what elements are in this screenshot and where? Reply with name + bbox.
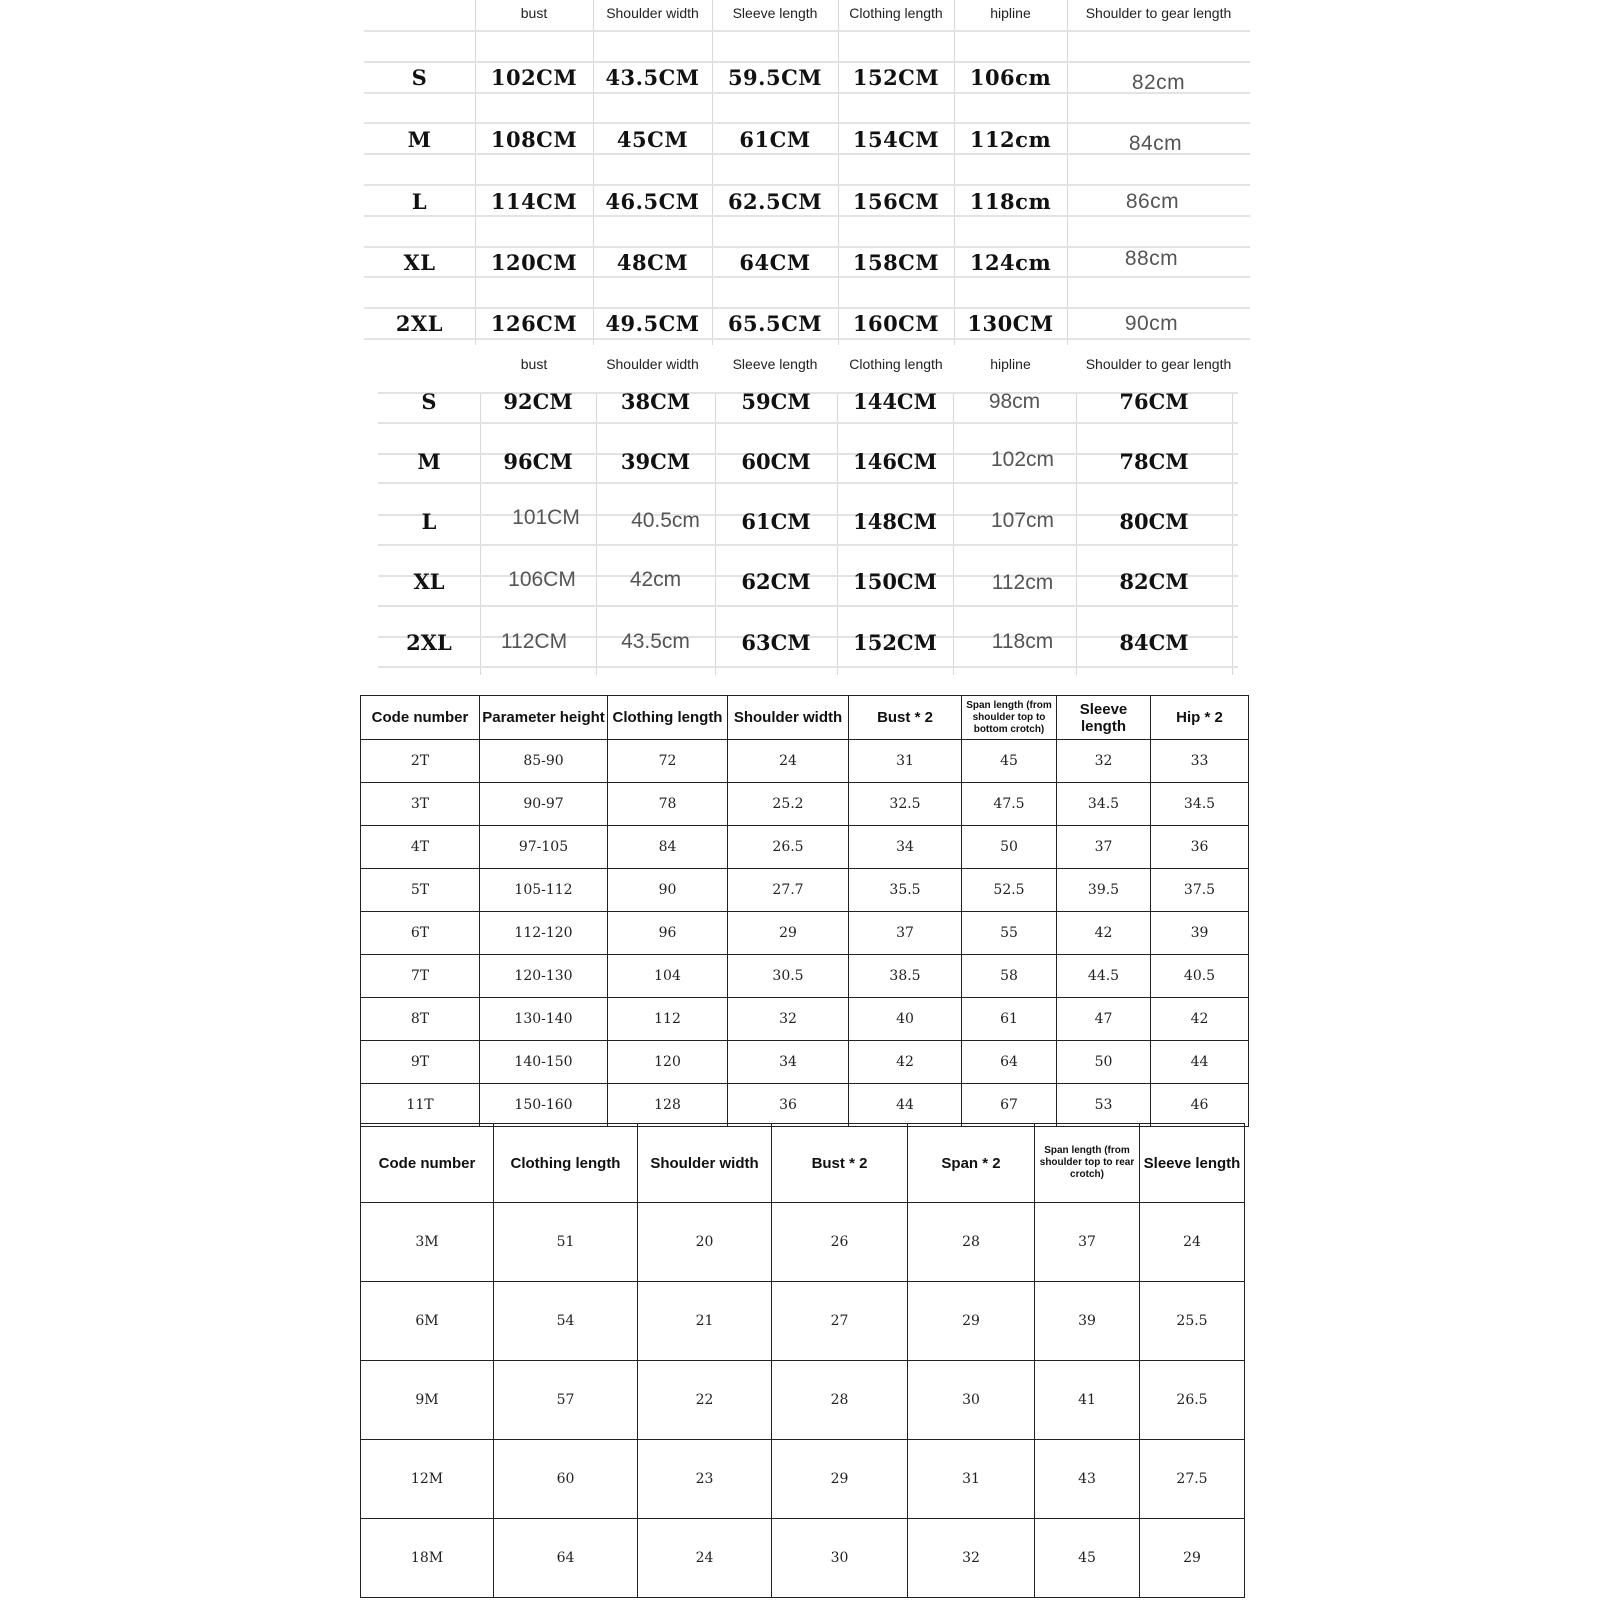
table-cell: 32.5 bbox=[849, 783, 962, 826]
table-cell: 61 bbox=[962, 998, 1057, 1041]
table-cell: 98cm bbox=[988, 390, 1041, 413]
table-cell: 38CM bbox=[620, 389, 691, 414]
table-cell: 84cm bbox=[1128, 132, 1183, 155]
table-cell: 27.7 bbox=[728, 869, 849, 912]
header-shoulder-width: Shoulder width bbox=[638, 1124, 772, 1203]
table-cell: 39 bbox=[1035, 1282, 1140, 1361]
table-cell: 101CM bbox=[512, 506, 580, 529]
table-cell: 62CM bbox=[741, 569, 811, 594]
size-code: 3M bbox=[361, 1203, 494, 1282]
table-cell: 33 bbox=[1151, 740, 1249, 783]
table-cell: 160CM bbox=[852, 311, 940, 336]
header-shoulder-to-gear: Shoulder to gear length bbox=[1085, 5, 1232, 21]
table-cell: 112cm bbox=[969, 127, 1052, 152]
table-cell: 112CM bbox=[500, 630, 568, 653]
table-cell: 58 bbox=[962, 955, 1057, 998]
table-cell: 43.5CM bbox=[605, 65, 700, 90]
size-code: 2T bbox=[361, 740, 480, 783]
table-cell: 64 bbox=[962, 1041, 1057, 1084]
table-cell: 39.5 bbox=[1057, 869, 1151, 912]
table-cell: 27.5 bbox=[1140, 1440, 1245, 1519]
table-cell: 34.5 bbox=[1057, 783, 1151, 826]
table-cell: 107cm bbox=[990, 509, 1055, 532]
table-cell: 37 bbox=[1057, 826, 1151, 869]
table-row bbox=[361, 869, 1249, 912]
table-cell: 39CM bbox=[620, 449, 691, 474]
table-cell: 24 bbox=[638, 1519, 772, 1598]
header-sleeve-length: Sleeve length bbox=[1140, 1124, 1245, 1203]
table-cell: 43 bbox=[1035, 1440, 1140, 1519]
table-cell: 158CM bbox=[852, 250, 940, 275]
header-clothing-length: Clothing length bbox=[608, 696, 728, 740]
table-cell: 20 bbox=[638, 1203, 772, 1282]
size-label: XL bbox=[403, 250, 436, 275]
table-row bbox=[361, 912, 1249, 955]
table-cell: 54 bbox=[494, 1282, 638, 1361]
header-clothing-length: Clothing length bbox=[849, 5, 943, 21]
table-cell: 96CM bbox=[503, 449, 573, 474]
table-cell: 34 bbox=[849, 826, 962, 869]
table-cell: 44.5 bbox=[1057, 955, 1151, 998]
table-cell: 32 bbox=[908, 1519, 1035, 1598]
size-label: S bbox=[411, 65, 428, 90]
table-cell: 65.5CM bbox=[727, 311, 823, 336]
size-code: 6M bbox=[361, 1282, 494, 1361]
table-cell: 42 bbox=[1057, 912, 1151, 955]
table-cell: 61CM bbox=[739, 127, 811, 152]
table-cell: 118cm bbox=[991, 630, 1054, 653]
table-cell: 47.5 bbox=[962, 783, 1057, 826]
size-code: 11T bbox=[361, 1084, 480, 1127]
table-cell: 36 bbox=[1151, 826, 1249, 869]
size-code: 18M bbox=[361, 1519, 494, 1598]
size-label: M bbox=[417, 449, 441, 474]
table-cell: 124cm bbox=[969, 250, 1052, 275]
table-cell: 120-130 bbox=[480, 955, 608, 998]
header-code-number: Code number bbox=[361, 696, 480, 740]
header-bust: Bust * 2 bbox=[849, 696, 962, 740]
table-cell: 90cm bbox=[1124, 312, 1179, 335]
table-cell: 34.5 bbox=[1151, 783, 1249, 826]
table-cell: 45CM bbox=[616, 127, 689, 152]
table-row bbox=[361, 1041, 1249, 1084]
table-cell: 55 bbox=[962, 912, 1057, 955]
table-cell: 130CM bbox=[967, 311, 1054, 336]
table-cell: 26.5 bbox=[1140, 1361, 1245, 1440]
table-cell: 80CM bbox=[1119, 509, 1189, 534]
table-cell: 59.5CM bbox=[727, 65, 823, 90]
table-cell: 53 bbox=[1057, 1084, 1151, 1127]
table-cell: 62.5CM bbox=[727, 189, 823, 214]
table-cell: 24 bbox=[728, 740, 849, 783]
table-row bbox=[361, 1519, 1245, 1598]
header-shoulder-width: Shoulder width bbox=[606, 5, 699, 21]
size-code: 9T bbox=[361, 1041, 480, 1084]
table-cell: 120CM bbox=[490, 250, 578, 275]
header-shoulder-width: Shoulder width bbox=[606, 356, 699, 372]
table-cell: 152CM bbox=[852, 65, 940, 90]
table-cell: 64CM bbox=[739, 250, 811, 275]
table-cell: 37 bbox=[1035, 1203, 1140, 1282]
size-label: 2XL bbox=[406, 630, 452, 655]
table-cell: 90-97 bbox=[480, 783, 608, 826]
table-cell: 32 bbox=[1057, 740, 1151, 783]
table-cell: 40 bbox=[849, 998, 962, 1041]
table-cell: 118cm bbox=[969, 189, 1052, 214]
table-row bbox=[361, 955, 1249, 998]
table-cell: 50 bbox=[1057, 1041, 1151, 1084]
size-label: M bbox=[407, 127, 432, 152]
table-cell: 40.5cm bbox=[631, 509, 700, 532]
table-cell: 46.5CM bbox=[605, 189, 700, 214]
adult-size-chart-1 bbox=[364, 0, 1250, 345]
table-cell: 97-105 bbox=[480, 826, 608, 869]
table-cell: 112-120 bbox=[480, 912, 608, 955]
table-cell: 29 bbox=[772, 1440, 908, 1519]
size-label: XL bbox=[413, 569, 445, 594]
header-span-length: Span length (from shoulder top to bottom crotch) bbox=[962, 696, 1057, 740]
size-label: L bbox=[411, 189, 428, 214]
table-cell: 88cm bbox=[1124, 247, 1179, 270]
table-cell: 60 bbox=[494, 1440, 638, 1519]
table-cell: 64 bbox=[494, 1519, 638, 1598]
table-cell: 82CM bbox=[1119, 569, 1189, 594]
table-cell: 35.5 bbox=[849, 869, 962, 912]
table-cell: 61CM bbox=[741, 509, 811, 534]
table-cell: 39 bbox=[1151, 912, 1249, 955]
table-row bbox=[361, 1282, 1245, 1361]
table-cell: 42 bbox=[849, 1041, 962, 1084]
size-code: 12M bbox=[361, 1440, 494, 1519]
table-cell: 31 bbox=[908, 1440, 1035, 1519]
table-cell: 78 bbox=[608, 783, 728, 826]
table-cell: 128 bbox=[608, 1084, 728, 1127]
size-label: L bbox=[421, 509, 437, 534]
table-row bbox=[361, 1440, 1245, 1519]
header-parameter-height: Parameter height bbox=[480, 696, 608, 740]
size-code: 4T bbox=[361, 826, 480, 869]
header-shoulder-width: Shoulder width bbox=[728, 696, 849, 740]
table-row bbox=[361, 1361, 1245, 1440]
table-cell: 45 bbox=[962, 740, 1057, 783]
table-cell: 106CM bbox=[508, 568, 576, 591]
header-hip: Hip * 2 bbox=[1151, 696, 1249, 740]
table-cell: 42 bbox=[1151, 998, 1249, 1041]
table-cell: 84 bbox=[608, 826, 728, 869]
header-span: Span * 2 bbox=[908, 1124, 1035, 1203]
table-cell: 45 bbox=[1035, 1519, 1140, 1598]
table-cell: 28 bbox=[772, 1361, 908, 1440]
table-cell: 50 bbox=[962, 826, 1057, 869]
table-cell: 78CM bbox=[1119, 449, 1189, 474]
table-cell: 37 bbox=[849, 912, 962, 955]
table-cell: 44 bbox=[849, 1084, 962, 1127]
table-cell: 106cm bbox=[969, 65, 1052, 90]
table-row bbox=[361, 1203, 1245, 1282]
table-cell: 34 bbox=[728, 1041, 849, 1084]
table-cell: 96 bbox=[608, 912, 728, 955]
header-span-length: Span length (from shoulder top to rear crotch) bbox=[1035, 1124, 1140, 1203]
table-cell: 150-160 bbox=[480, 1084, 608, 1127]
table-cell: 150CM bbox=[853, 569, 937, 594]
table-cell: 90 bbox=[608, 869, 728, 912]
table-cell: 67 bbox=[962, 1084, 1057, 1127]
table-row bbox=[361, 998, 1249, 1041]
table-cell: 30 bbox=[772, 1519, 908, 1598]
table-cell: 46 bbox=[1151, 1084, 1249, 1127]
header-hipline: hipline bbox=[990, 356, 1031, 372]
table-cell: 29 bbox=[1140, 1519, 1245, 1598]
table-cell: 63CM bbox=[741, 630, 811, 655]
table-cell: 37.5 bbox=[1151, 869, 1249, 912]
table-cell: 114CM bbox=[490, 189, 578, 214]
table-cell: 38.5 bbox=[849, 955, 962, 998]
header-sleeve-length: Sleeve length bbox=[1057, 696, 1151, 740]
table-cell: 130-140 bbox=[480, 998, 608, 1041]
table-cell: 31 bbox=[849, 740, 962, 783]
table-cell: 27 bbox=[772, 1282, 908, 1361]
size-code: 6T bbox=[361, 912, 480, 955]
table-cell: 47 bbox=[1057, 998, 1151, 1041]
size-label: S bbox=[421, 389, 437, 414]
table-cell: 102cm bbox=[990, 448, 1055, 471]
table-cell: 29 bbox=[908, 1282, 1035, 1361]
table-cell: 52.5 bbox=[962, 869, 1057, 912]
header-shoulder-to-gear: Shoulder to gear length bbox=[1085, 356, 1232, 372]
table-cell: 57 bbox=[494, 1361, 638, 1440]
table-cell: 26 bbox=[772, 1203, 908, 1282]
table-cell: 108CM bbox=[490, 127, 578, 152]
table-cell: 104 bbox=[608, 955, 728, 998]
table-cell: 126CM bbox=[490, 311, 578, 336]
size-code: 3T bbox=[361, 783, 480, 826]
table-cell: 154CM bbox=[852, 127, 940, 152]
table-cell: 140-150 bbox=[480, 1041, 608, 1084]
toddler-size-chart bbox=[360, 695, 1249, 1127]
table-cell: 25.2 bbox=[728, 783, 849, 826]
table-cell: 59CM bbox=[741, 389, 811, 414]
size-code: 7T bbox=[361, 955, 480, 998]
table-cell: 30 bbox=[908, 1361, 1035, 1440]
table-cell: 25.5 bbox=[1140, 1282, 1245, 1361]
table-cell: 24 bbox=[1140, 1203, 1245, 1282]
table-cell: 86cm bbox=[1125, 190, 1180, 213]
table-cell: 28 bbox=[908, 1203, 1035, 1282]
table-cell: 102CM bbox=[490, 65, 578, 90]
table-cell: 42cm bbox=[629, 568, 682, 591]
table-cell: 23 bbox=[638, 1440, 772, 1519]
table-cell: 49.5CM bbox=[605, 311, 700, 336]
header-clothing-length: Clothing length bbox=[494, 1124, 638, 1203]
header-bust: bust bbox=[520, 5, 548, 21]
table-cell: 146CM bbox=[853, 449, 937, 474]
table-cell: 44 bbox=[1151, 1041, 1249, 1084]
table-cell: 112cm bbox=[991, 571, 1054, 594]
baby-size-chart bbox=[360, 1123, 1245, 1598]
table-cell: 22 bbox=[638, 1361, 772, 1440]
table-cell: 112 bbox=[608, 998, 728, 1041]
table-cell: 48CM bbox=[616, 250, 689, 275]
table-cell: 51 bbox=[494, 1203, 638, 1282]
table-row bbox=[361, 826, 1249, 869]
size-code: 5T bbox=[361, 869, 480, 912]
table-cell: 105-112 bbox=[480, 869, 608, 912]
table-cell: 32 bbox=[728, 998, 849, 1041]
header-bust: bust bbox=[520, 356, 548, 372]
table-cell: 21 bbox=[638, 1282, 772, 1361]
table-cell: 144CM bbox=[853, 389, 937, 414]
table-cell: 84CM bbox=[1119, 630, 1189, 655]
table-cell: 85-90 bbox=[480, 740, 608, 783]
table-cell: 152CM bbox=[853, 630, 937, 655]
table-cell: 82cm bbox=[1131, 71, 1186, 94]
header-hipline: hipline bbox=[990, 5, 1031, 21]
table-cell: 43.5cm bbox=[621, 630, 690, 653]
table-row bbox=[361, 740, 1249, 783]
table-cell: 72 bbox=[608, 740, 728, 783]
header-sleeve-length: Sleeve length bbox=[732, 5, 818, 21]
table-cell: 148CM bbox=[853, 509, 937, 534]
table-cell: 41 bbox=[1035, 1361, 1140, 1440]
table-cell: 40.5 bbox=[1151, 955, 1249, 998]
adult-size-chart-2 bbox=[364, 345, 1250, 675]
size-code: 9M bbox=[361, 1361, 494, 1440]
table-cell: 120 bbox=[608, 1041, 728, 1084]
table-cell: 60CM bbox=[741, 449, 811, 474]
table-row bbox=[361, 783, 1249, 826]
header-sleeve-length: Sleeve length bbox=[732, 356, 818, 372]
table-cell: 30.5 bbox=[728, 955, 849, 998]
header-bust: Bust * 2 bbox=[772, 1124, 908, 1203]
table-cell: 92CM bbox=[503, 389, 573, 414]
size-label: 2XL bbox=[395, 311, 444, 336]
header-clothing-length: Clothing length bbox=[849, 356, 943, 372]
table-cell: 76CM bbox=[1119, 389, 1189, 414]
header-code-number: Code number bbox=[361, 1124, 494, 1203]
size-code: 8T bbox=[361, 998, 480, 1041]
table-cell: 36 bbox=[728, 1084, 849, 1127]
table-cell: 156CM bbox=[852, 189, 940, 214]
table-row bbox=[361, 1084, 1249, 1127]
table-cell: 29 bbox=[728, 912, 849, 955]
table-cell: 26.5 bbox=[728, 826, 849, 869]
